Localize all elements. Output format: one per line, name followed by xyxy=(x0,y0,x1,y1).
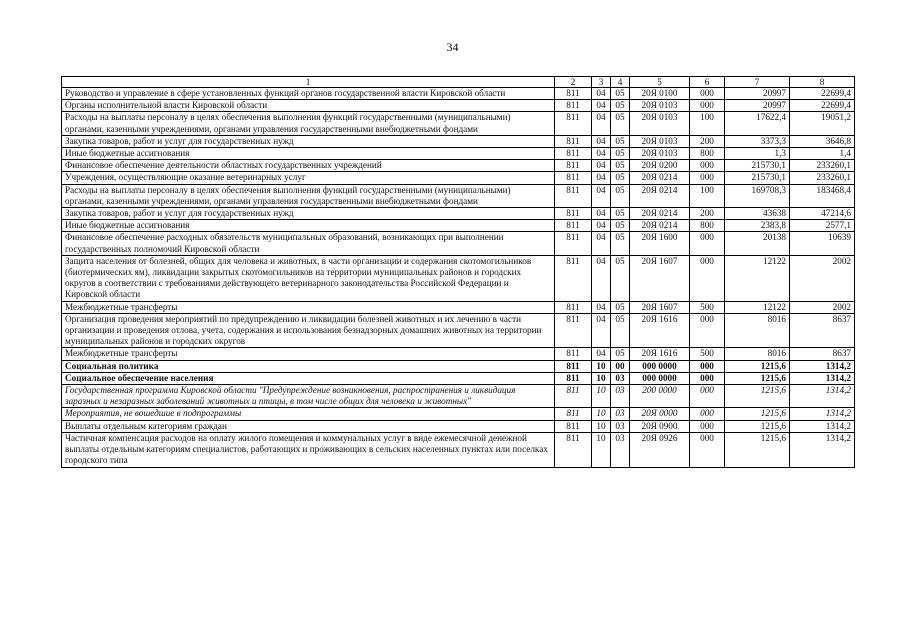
amount-year2-cell: 8637 xyxy=(790,348,855,360)
section-code-cell: 04 xyxy=(592,172,611,184)
department-code-cell: 811 xyxy=(555,420,592,432)
target-article-cell: 20Я 1607 xyxy=(630,301,690,313)
amount-year2-cell: 1314,2 xyxy=(790,432,855,467)
item-name-cell: Межбюджетные трансферты xyxy=(62,348,555,360)
expense-type-cell: 000 xyxy=(690,160,725,172)
item-name-cell: Выплаты отдельным категориям граждан xyxy=(62,420,555,432)
target-article-cell: 20Я 0100 xyxy=(630,88,690,100)
department-code-cell: 811 xyxy=(555,348,592,360)
budget-table xyxy=(61,76,855,468)
table-row xyxy=(62,220,855,232)
amount-year2-cell: 1314,2 xyxy=(790,420,855,432)
subsection-code-cell: 05 xyxy=(611,208,630,220)
department-code-cell: 811 xyxy=(555,88,592,100)
table-row xyxy=(62,313,855,348)
column-header: 6 xyxy=(690,77,725,88)
expense-type-cell: 000 xyxy=(690,100,725,112)
expense-type-cell: 000 xyxy=(690,232,725,255)
expense-type-cell: 000 xyxy=(690,172,725,184)
subsection-code-cell: 05 xyxy=(611,112,630,135)
amount-year1-cell: 169708,3 xyxy=(725,184,790,207)
target-article-cell: 20Я 1616 xyxy=(630,348,690,360)
expense-type-cell: 000 xyxy=(690,385,725,408)
section-code-cell: 10 xyxy=(592,360,611,372)
department-code-cell: 811 xyxy=(555,135,592,147)
amount-year2-cell: 19051,2 xyxy=(790,112,855,135)
amount-year2-cell: 10639 xyxy=(790,232,855,255)
item-name-cell: Закупка товаров, работ и услуг для государственных нужд xyxy=(62,135,555,147)
table-row xyxy=(62,385,855,408)
target-article-cell: 200 0000 xyxy=(630,385,690,408)
table-row xyxy=(62,184,855,207)
expense-type-cell: 000 xyxy=(690,432,725,467)
department-code-cell: 811 xyxy=(555,372,592,384)
item-name-cell: Руководство и управление в сфере установленных функций органов государственной власти Кировской области xyxy=(62,88,555,100)
subsection-code-cell: 00 xyxy=(611,360,630,372)
table-body xyxy=(62,88,855,468)
department-code-cell: 811 xyxy=(555,184,592,207)
column-header: 5 xyxy=(630,77,690,88)
amount-year1-cell: 3373,3 xyxy=(725,135,790,147)
table-row xyxy=(62,135,855,147)
amount-year1-cell: 20138 xyxy=(725,232,790,255)
amount-year2-cell: 1314,2 xyxy=(790,385,855,408)
amount-year1-cell: 1215,6 xyxy=(725,385,790,408)
amount-year1-cell: 1215,6 xyxy=(725,408,790,420)
target-article-cell: 20Я 0000 xyxy=(630,408,690,420)
table-row xyxy=(62,208,855,220)
section-code-cell: 04 xyxy=(592,208,611,220)
section-code-cell: 10 xyxy=(592,408,611,420)
amount-year2-cell: 233260,1 xyxy=(790,172,855,184)
subsection-code-cell: 05 xyxy=(611,172,630,184)
amount-year2-cell: 2002 xyxy=(790,255,855,301)
target-article-cell: 20Я 0900 xyxy=(630,420,690,432)
amount-year2-cell: 1,4 xyxy=(790,148,855,160)
table-row xyxy=(62,88,855,100)
target-article-cell: 20Я 1616 xyxy=(630,313,690,348)
target-article-cell: 20Я 0200 xyxy=(630,160,690,172)
department-code-cell: 811 xyxy=(555,313,592,348)
amount-year1-cell: 1215,6 xyxy=(725,432,790,467)
amount-year1-cell: 12122 xyxy=(725,301,790,313)
department-code-cell: 811 xyxy=(555,220,592,232)
section-code-cell: 04 xyxy=(592,148,611,160)
table-row xyxy=(62,348,855,360)
department-code-cell: 811 xyxy=(555,112,592,135)
item-name-cell: Финансовое обеспечение расходных обязательств муниципальных образований, возникающих при выполнении государственных полномочий Кировской области xyxy=(62,232,555,255)
target-article-cell: 000 0000 xyxy=(630,372,690,384)
amount-year1-cell: 1215,6 xyxy=(725,360,790,372)
section-code-cell: 04 xyxy=(592,348,611,360)
amount-year1-cell: 20997 xyxy=(725,88,790,100)
subsection-code-cell: 05 xyxy=(611,148,630,160)
table-row xyxy=(62,372,855,384)
table-row xyxy=(62,100,855,112)
amount-year2-cell: 47214,6 xyxy=(790,208,855,220)
item-name-cell: Закупка товаров, работ и услуг для государственных нужд xyxy=(62,208,555,220)
amount-year1-cell: 43638 xyxy=(725,208,790,220)
department-code-cell: 811 xyxy=(555,255,592,301)
subsection-code-cell: 03 xyxy=(611,432,630,467)
table-row xyxy=(62,360,855,372)
expense-type-cell: 000 xyxy=(690,372,725,384)
column-header: 3 xyxy=(592,77,611,88)
expense-type-cell: 000 xyxy=(690,420,725,432)
department-code-cell: 811 xyxy=(555,232,592,255)
column-header: 4 xyxy=(611,77,630,88)
target-article-cell: 20Я 0926 xyxy=(630,432,690,467)
department-code-cell: 811 xyxy=(555,360,592,372)
section-code-cell: 04 xyxy=(592,301,611,313)
item-name-cell: Финансовое обеспечение деятельности областных государственных учреждений xyxy=(62,160,555,172)
section-code-cell: 04 xyxy=(592,160,611,172)
column-header: 1 xyxy=(62,77,555,88)
section-code-cell: 04 xyxy=(592,184,611,207)
subsection-code-cell: 03 xyxy=(611,420,630,432)
department-code-cell: 811 xyxy=(555,301,592,313)
amount-year1-cell: 12122 xyxy=(725,255,790,301)
section-code-cell: 04 xyxy=(592,100,611,112)
subsection-code-cell: 05 xyxy=(611,88,630,100)
section-code-cell: 10 xyxy=(592,372,611,384)
subsection-code-cell: 05 xyxy=(611,232,630,255)
amount-year2-cell: 2002 xyxy=(790,301,855,313)
target-article-cell: 20Я 0103 xyxy=(630,112,690,135)
amount-year2-cell: 1314,2 xyxy=(790,408,855,420)
section-code-cell: 04 xyxy=(592,88,611,100)
target-article-cell: 000 0000 xyxy=(630,360,690,372)
section-code-cell: 04 xyxy=(592,220,611,232)
department-code-cell: 811 xyxy=(555,172,592,184)
amount-year2-cell: 233260,1 xyxy=(790,160,855,172)
section-code-cell: 10 xyxy=(592,385,611,408)
column-header: 2 xyxy=(555,77,592,88)
target-article-cell: 20Я 0214 xyxy=(630,220,690,232)
section-code-cell: 04 xyxy=(592,313,611,348)
amount-year1-cell: 1215,6 xyxy=(725,420,790,432)
department-code-cell: 811 xyxy=(555,432,592,467)
amount-year2-cell: 22699,4 xyxy=(790,88,855,100)
amount-year1-cell: 1215,6 xyxy=(725,372,790,384)
target-article-cell: 20Я 0103 xyxy=(630,148,690,160)
expense-type-cell: 500 xyxy=(690,301,725,313)
amount-year1-cell: 8016 xyxy=(725,313,790,348)
amount-year1-cell: 8016 xyxy=(725,348,790,360)
item-name-cell: Социальная политика xyxy=(62,360,555,372)
expense-type-cell: 200 xyxy=(690,208,725,220)
column-header: 7 xyxy=(725,77,790,88)
subsection-code-cell: 05 xyxy=(611,135,630,147)
target-article-cell: 20Я 1600 xyxy=(630,232,690,255)
amount-year1-cell: 215730,1 xyxy=(725,172,790,184)
target-article-cell: 20Я 0214 xyxy=(630,208,690,220)
target-article-cell: 20Я 0214 xyxy=(630,172,690,184)
table-row xyxy=(62,148,855,160)
table-row xyxy=(62,255,855,301)
department-code-cell: 811 xyxy=(555,208,592,220)
department-code-cell: 811 xyxy=(555,160,592,172)
subsection-code-cell: 05 xyxy=(611,301,630,313)
subsection-code-cell: 03 xyxy=(611,385,630,408)
subsection-code-cell: 05 xyxy=(611,255,630,301)
item-name-cell: Социальное обеспечение населения xyxy=(62,372,555,384)
department-code-cell: 811 xyxy=(555,148,592,160)
item-name-cell: Государственная программа Кировской области "Предупреждение возникновения, распространения и ликвидация заразных и незаразных заболеваний животных и птицы, в том числе общих для человека и животных" xyxy=(62,385,555,408)
section-code-cell: 04 xyxy=(592,112,611,135)
item-name-cell: Расходы на выплаты персоналу в целях обеспечения выполнения функций государственными (муниципальными) органами, казенными учреждениями, органами управления государственными внебюджетными фондами xyxy=(62,112,555,135)
page-number: 34 xyxy=(446,40,459,54)
item-name-cell: Мероприятия, не вошедшие в подпрограммы xyxy=(62,408,555,420)
expense-type-cell: 800 xyxy=(690,148,725,160)
table-row xyxy=(62,160,855,172)
subsection-code-cell: 03 xyxy=(611,408,630,420)
target-article-cell: 20Я 0214 xyxy=(630,184,690,207)
department-code-cell: 811 xyxy=(555,385,592,408)
amount-year2-cell: 22699,4 xyxy=(790,100,855,112)
target-article-cell: 20Я 0103 xyxy=(630,100,690,112)
amount-year2-cell: 183468,4 xyxy=(790,184,855,207)
table-row xyxy=(62,432,855,467)
department-code-cell: 811 xyxy=(555,100,592,112)
amount-year2-cell: 2577,1 xyxy=(790,220,855,232)
table-row xyxy=(62,408,855,420)
subsection-code-cell: 03 xyxy=(611,372,630,384)
item-name-cell: Иные бюджетные ассигнования xyxy=(62,148,555,160)
section-code-cell: 10 xyxy=(592,420,611,432)
amount-year1-cell: 2383,8 xyxy=(725,220,790,232)
subsection-code-cell: 05 xyxy=(611,100,630,112)
expense-type-cell: 200 xyxy=(690,135,725,147)
item-name-cell: Иные бюджетные ассигнования xyxy=(62,220,555,232)
department-code-cell: 811 xyxy=(555,408,592,420)
expense-type-cell: 000 xyxy=(690,255,725,301)
section-code-cell: 04 xyxy=(592,232,611,255)
item-name-cell: Частичная компенсация расходов на оплату жилого помещения и коммунальных услуг в виде ежемесячной денежной выплаты отдельным категориям специалистов, работающих и проживающих в сельских населенных пунктах или поселках городского типа xyxy=(62,432,555,467)
item-name-cell: Органы исполнительной власти Кировской области xyxy=(62,100,555,112)
expense-type-cell: 800 xyxy=(690,220,725,232)
target-article-cell: 20Я 1607 xyxy=(630,255,690,301)
subsection-code-cell: 05 xyxy=(611,348,630,360)
expense-type-cell: 000 xyxy=(690,360,725,372)
expense-type-cell: 000 xyxy=(690,313,725,348)
amount-year2-cell: 1314,2 xyxy=(790,360,855,372)
table-row xyxy=(62,172,855,184)
section-code-cell: 04 xyxy=(592,255,611,301)
amount-year2-cell: 3646,8 xyxy=(790,135,855,147)
table-row xyxy=(62,232,855,255)
item-name-cell: Межбюджетные трансферты xyxy=(62,301,555,313)
amount-year2-cell: 1314,2 xyxy=(790,372,855,384)
table-row xyxy=(62,112,855,135)
section-code-cell: 10 xyxy=(592,432,611,467)
section-code-cell: 04 xyxy=(592,135,611,147)
target-article-cell: 20Я 0103 xyxy=(630,135,690,147)
subsection-code-cell: 05 xyxy=(611,160,630,172)
table-row xyxy=(62,420,855,432)
amount-year1-cell: 17622,4 xyxy=(725,112,790,135)
column-number-row xyxy=(62,77,855,88)
item-name-cell: Организация проведения мероприятий по предупреждению и ликвидации болезней животных и их лечению в части организации и проведения отлова, учета, содержания и использования безнадзорных домашних животных на территории муниципальных районов и городских округов xyxy=(62,313,555,348)
subsection-code-cell: 05 xyxy=(611,184,630,207)
amount-year2-cell: 8637 xyxy=(790,313,855,348)
expense-type-cell: 500 xyxy=(690,348,725,360)
item-name-cell: Расходы на выплаты персоналу в целях обеспечения выполнения функций государственными (муниципальными) органами, казенными учреждениями, органами управления государственными внебюджетными фондами xyxy=(62,184,555,207)
subsection-code-cell: 05 xyxy=(611,313,630,348)
amount-year1-cell: 215730,1 xyxy=(725,160,790,172)
item-name-cell: Учреждения, осуществляющие оказание ветеринарных услуг xyxy=(62,172,555,184)
item-name-cell: Защита населения от болезней, общих для человека и животных, в части организации и содержания скотомогильников (биотермических ям), ликвидации закрытых скотомогильников на территории муниципальных районов и городских округов в соответствии с требованиями действующего ветеринарного законодательства Российской Федерации и Кировской области xyxy=(62,255,555,301)
expense-type-cell: 000 xyxy=(690,88,725,100)
column-header: 8 xyxy=(790,77,855,88)
expense-type-cell: 000 xyxy=(690,408,725,420)
expense-type-cell: 100 xyxy=(690,184,725,207)
table-row xyxy=(62,301,855,313)
amount-year1-cell: 1,3 xyxy=(725,148,790,160)
subsection-code-cell: 05 xyxy=(611,220,630,232)
amount-year1-cell: 20997 xyxy=(725,100,790,112)
expense-type-cell: 100 xyxy=(690,112,725,135)
